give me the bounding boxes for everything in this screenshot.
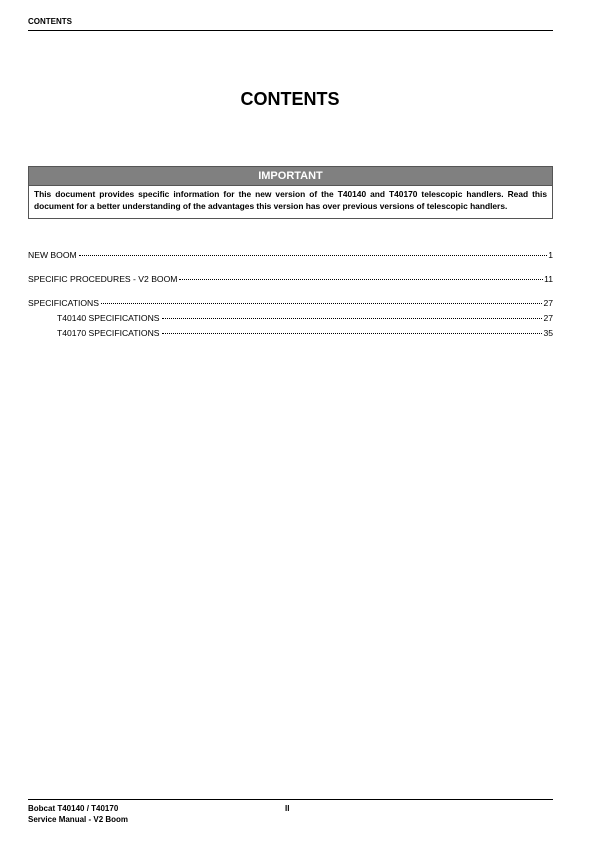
toc-entry-label: NEW BOOM [28,250,77,260]
toc-entry-label: SPECIFICATIONS [28,298,99,308]
toc-entry-page: 1 [548,250,553,260]
toc-entry-page: 27 [543,313,553,323]
important-notice [28,166,553,219]
toc-entry-t40140-specifications[interactable] [28,313,553,324]
page-title: CONTENTS [240,89,340,109]
dot-leader [179,279,543,280]
toc-entry-label: T40170 SPECIFICATIONS [57,328,160,338]
table-of-contents [28,250,553,339]
dot-leader [79,255,548,256]
dot-leader [162,333,543,334]
important-text: This document provides specific information for the new version of the T40140 and T40170 telescopic handlers. Read this document for a better understanding of the advantages this version has over previous versions of telescopic handlers. [34,189,547,211]
footer-line-manual: Service Manual - V2 Boom [28,815,129,824]
header-rule [28,30,553,31]
footer-rule [28,799,553,800]
running-header: CONTENTS [28,17,72,26]
toc-entry-label: T40140 SPECIFICATIONS [57,313,160,323]
toc-entry-page: 35 [543,328,553,338]
footer-page-number: II [285,804,290,813]
dot-leader [101,303,542,304]
toc-entry-specifications[interactable] [28,298,553,309]
toc-entry-page: 11 [544,274,553,284]
toc-entry-new-boom[interactable] [28,250,553,261]
toc-entry-t40170-specifications[interactable] [28,328,553,339]
important-heading: IMPORTANT [29,167,552,186]
toc-entry-specific-procedures[interactable] [28,274,553,285]
toc-entry-label: SPECIFIC PROCEDURES - V2 BOOM [28,274,178,284]
toc-entry-page: 27 [543,298,553,308]
dot-leader [162,318,543,319]
footer-line-model: Bobcat T40140 / T40170 [28,804,119,813]
footer-document-info [28,803,128,825]
